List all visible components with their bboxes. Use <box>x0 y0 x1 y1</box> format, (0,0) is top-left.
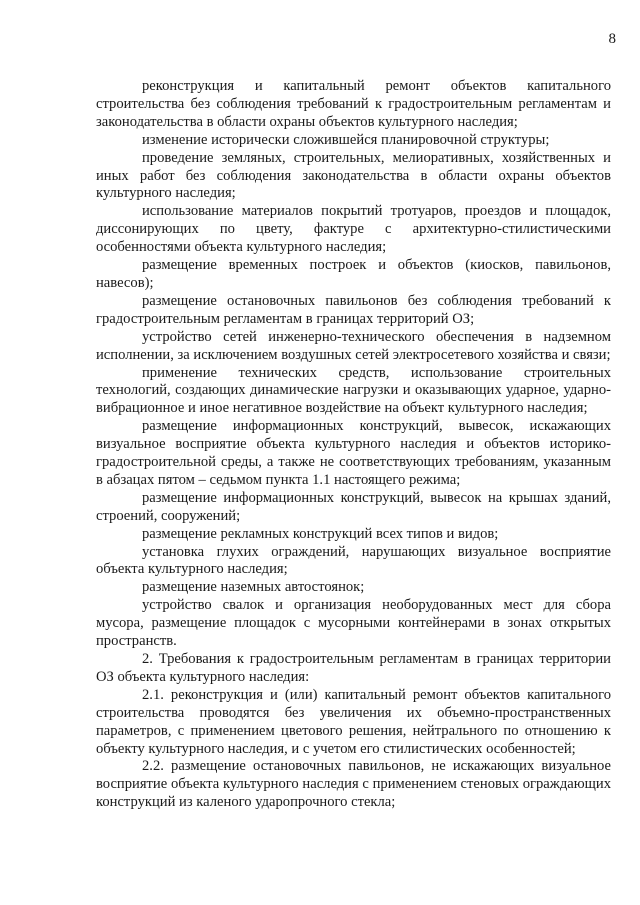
paragraph: размещение информационных конструкций, вывесок, искажающих визуальное восприятие объекта культурного наследия и объектов историко-градостроительной среды, а также не соответствующих требованиям, указанным в абзацах пятом – седьмом пункта 1.1 настоящего режима; <box>96 418 611 488</box>
paragraph: размещение остановочных павильонов без соблюдения требований к градостроительным регламентам в границах территорий ОЗ; <box>96 292 611 327</box>
paragraph: размещение рекламных конструкций всех типов и видов; <box>142 525 499 542</box>
paragraph: 2.2. размещение остановочных павильонов, не искажающих визуальное восприятие объекта культурного наследия с применением стеновых ограждающих конструкций из каленого ударопрочного стекла; <box>96 758 611 811</box>
paragraph: устройство свалок и организация необорудованных мест для сбора мусора, размещение площадок с мусорными контейнерами в зонах открытых пространств. <box>96 597 611 650</box>
section-heading: 2. Требования к градостроительным регламентам в границах территории ОЗ объекта культурного наследия: <box>96 651 611 685</box>
paragraph: 2.1. реконструкция и (или) капитальный ремонт объектов капитального строительства проводятся без увеличения их объемно-пространственных параметров, с применением цветового решения, нейтрального по отношению к объекту культурного наследия, и с учетом его стилистических особенностей; <box>96 686 611 757</box>
paragraph: изменение исторически сложившейся планировочной структуры; <box>142 131 550 148</box>
paragraph: реконструкция и капитальный ремонт объектов капитального строительства без соблюдения требований к градостроительным регламентам и законодательства в области охраны объектов культурного наследия; <box>96 78 611 130</box>
paragraph: применение технических средств, использование строительных технологий, создающих динамические нагрузки и оказывающих ударное, ударно-вибрационное и иное негативное воздействие на объект культурного наследия; <box>96 364 611 417</box>
paragraph: использование материалов покрытий тротуаров, проездов и площадок, диссонирующих по цвету, фактуре с архитектурно-стилистическими особенностями объекта культурного наследия; <box>96 203 611 256</box>
paragraph: проведение земляных, строительных, мелиоративных, хозяйственных и иных работ без соблюдения законодательства в области охраны объектов культурного наследия; <box>96 149 611 202</box>
page-number: 8 <box>608 31 616 47</box>
paragraph: установка глухих ограждений, нарушающих визуальное восприятие объекта культурного наследия; <box>96 543 611 578</box>
paragraph: размещение временных построек и объектов (киосков, павильонов, навесов); <box>96 257 611 291</box>
paragraph: размещение наземных автостоянок; <box>142 579 365 596</box>
document-body <box>96 78 611 812</box>
paragraph: размещение информационных конструкций, вывесок на крышах зданий, строений, сооружений; <box>96 489 611 524</box>
paragraph: устройство сетей инженерно-технического обеспечения в надземном исполнении, за исключением воздушных сетей электросетевого хозяйства и связи; <box>96 328 611 363</box>
